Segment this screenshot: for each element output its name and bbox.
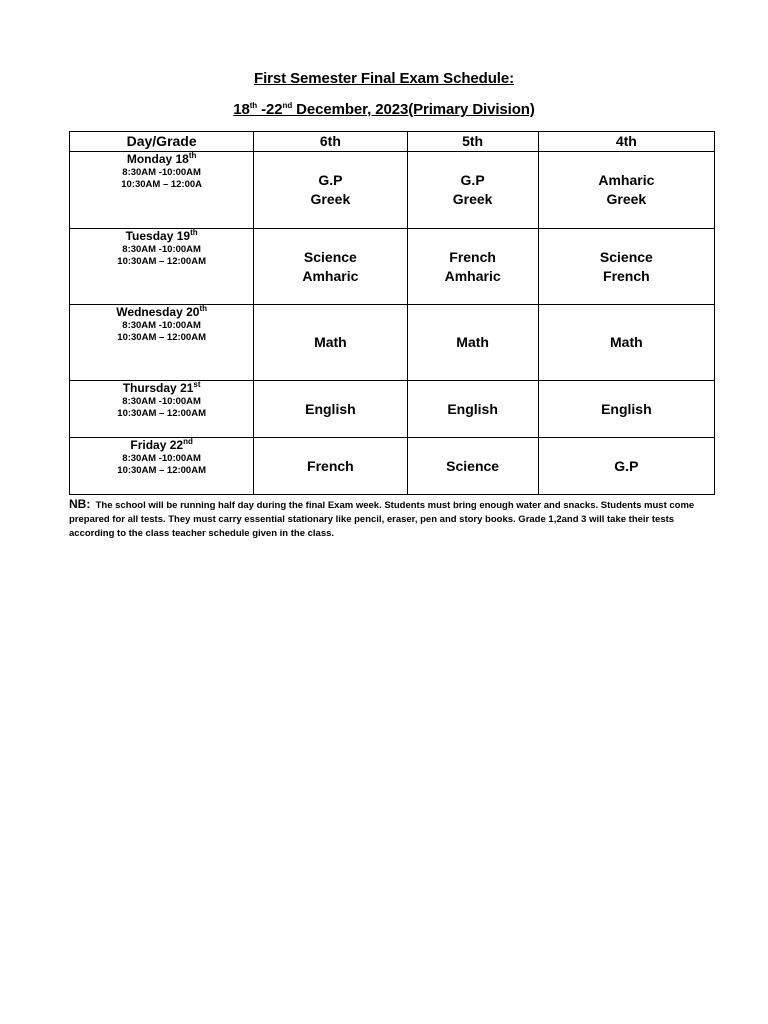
document-subtitle (0, 101, 768, 118)
subject-cell-grade-5 (407, 305, 538, 381)
table-row (70, 305, 715, 381)
subject: G.P (460, 172, 485, 188)
day-cell (70, 152, 254, 229)
time-slot: 8:30AM -10:00AM (122, 453, 201, 464)
note-label: NB: (69, 497, 91, 511)
subject-cell-grade-4 (538, 438, 714, 495)
subject: French (603, 267, 650, 284)
day-name: Friday 22nd (130, 437, 193, 452)
subject: Math (610, 334, 643, 350)
exam-schedule-table (69, 131, 715, 495)
start-day-suffix: th (249, 101, 258, 110)
day-cell (70, 305, 254, 381)
end-day: -22 (257, 101, 283, 118)
subject: Amharic (302, 267, 359, 284)
day-name: Monday 18th (126, 151, 197, 166)
header-day-grade: Day/Grade (70, 132, 254, 152)
table-row (70, 152, 715, 229)
day-name: Thursday 21st (122, 380, 201, 395)
end-day-suffix: nd (282, 101, 293, 110)
subject-cell-grade-4 (538, 152, 714, 229)
subject: English (447, 400, 498, 417)
subject: Greek (606, 191, 647, 207)
time-slot: 8:30AM -10:00AM (122, 244, 201, 255)
subject-cell-grade-6 (254, 229, 407, 305)
subject: Greek (310, 191, 351, 207)
subject: Math (456, 334, 489, 350)
day-cell (70, 229, 254, 305)
subject: G.P (318, 172, 343, 188)
subject-cell-grade-4 (538, 381, 714, 438)
subject-cell-grade-6 (254, 381, 407, 438)
subject: Science (446, 457, 500, 474)
subtitle-rest: December, 2023(Primary Division) (292, 101, 535, 118)
day-name: Wednesday 20th (116, 304, 207, 319)
time-slot: 10:30AM – 12:00AM (117, 408, 206, 419)
header-grade-4: 4th (538, 132, 714, 152)
subject: French (307, 457, 354, 474)
table-row (70, 229, 715, 305)
subject: Greek (452, 191, 493, 207)
day-cell (70, 381, 254, 438)
subject-cell-grade-5 (407, 381, 538, 438)
subject-cell-grade-4 (538, 305, 714, 381)
time-slot: 10:30AM – 12:00AM (117, 256, 206, 267)
day-name: Tuesday 19th (125, 228, 198, 243)
subject: Amharic (444, 267, 501, 284)
document-title: First Semester Final Exam Schedule: (254, 70, 514, 87)
subject-cell-grade-5 (407, 229, 538, 305)
subject-cell-grade-5 (407, 438, 538, 495)
time-slot: 8:30AM -10:00AM (122, 320, 201, 331)
subject: English (305, 400, 356, 417)
subject: Amharic (598, 172, 655, 188)
day-cell (70, 438, 254, 495)
start-day: 18 (233, 101, 250, 118)
subject: French (449, 248, 496, 265)
time-slot: 10:30AM – 12:00AM (117, 465, 206, 476)
note-paragraph (69, 497, 719, 541)
subject-cell-grade-5 (407, 152, 538, 229)
time-slot: 8:30AM -10:00AM (122, 167, 201, 178)
subject: Science (303, 248, 357, 265)
subject-cell-grade-6 (254, 305, 407, 381)
subject: English (601, 400, 652, 417)
time-slot: 10:30AM – 12:00AM (117, 332, 206, 343)
subject-cell-grade-4 (538, 229, 714, 305)
header-grade-5: 5th (407, 132, 538, 152)
subject: Math (314, 334, 347, 350)
time-slot: 8:30AM -10:00AM (122, 396, 201, 407)
subject: Science (599, 248, 653, 265)
subject: G.P (614, 457, 639, 474)
table-header-row (70, 132, 715, 152)
table-row (70, 438, 715, 495)
subject-cell-grade-6 (254, 152, 407, 229)
subject-cell-grade-6 (254, 438, 407, 495)
header-grade-6: 6th (254, 132, 407, 152)
time-slot: 10:30AM – 12:00A (121, 179, 203, 190)
note-text: The school will be running half day during the final Exam week. Students must bring enough water and snacks. Students must come prepared for all tests. They must carry essential stationary like pencil, eraser, pen and story books. Grade 1,2and 3 will take their tests according to the class teacher schedule given in the class. (69, 500, 695, 539)
table-row (70, 381, 715, 438)
